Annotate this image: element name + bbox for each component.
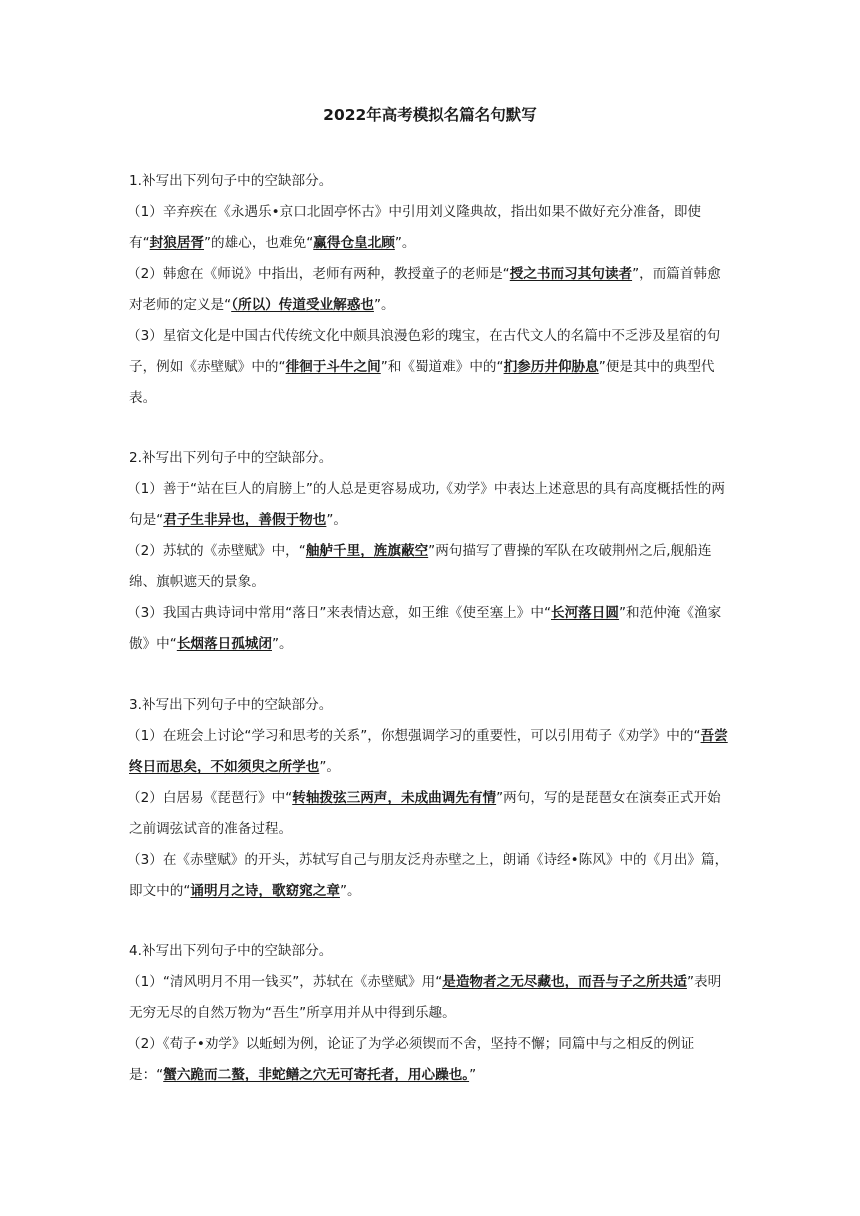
answer-text: 转轴拨弦三两声，未成曲调先有情 [292, 790, 497, 806]
answer-text: 扪参历井仰胁息 [503, 359, 599, 375]
question-1 [129, 166, 734, 414]
answer-text: 长河落日圆 [551, 605, 619, 621]
answer-text: 封狼居胥 [149, 235, 205, 251]
question-item: （3）在《赤壁赋》的开头，苏轼写自己与朋友泛舟赤壁之上，朗诵《诗经•陈风》中的《月出》篇，即文中的“诵明月之诗，歌窈窕之章”。 [127, 852, 729, 899]
question-item: （2）韩愈在《师说》中指出，老师有两种，教授童子的老师是“授之书而习其句读者”，而篇首韩愈对老师的定义是“（所以）传道受业解惑也”。 [127, 266, 721, 313]
question-heading: 2.补写出下列句子中的空缺部分。 [129, 450, 333, 466]
answer-text: 蟹六跪而二螯，非蛇鳝之穴无可寄托者，用心躁也。 [163, 1067, 470, 1083]
answer-text: 赢得仓皇北顾 [313, 235, 395, 251]
question-heading: 1.补写出下列句子中的空缺部分。 [129, 173, 333, 189]
question-heading: 3.补写出下列句子中的空缺部分。 [129, 697, 333, 713]
answer-text: 徘徊于斗牛之间 [285, 359, 381, 375]
answer-text: 君子生非异也，善假于物也 [163, 512, 327, 528]
answer-text: 诵明月之诗，歌窈窕之章 [190, 883, 340, 899]
document-title: 2022年高考模拟名篇名句默写 [323, 106, 537, 124]
question-item: （3）星宿文化是中国古代传统文化中颇具浪漫色彩的瑰宝，在古代文人的名篇中不乏涉及星宿的句子，例如《赤壁赋》中的“徘徊于斗牛之间”和《蜀道难》中的“扪参历井仰胁息”便是其中的典型代表。 [127, 328, 721, 406]
question-item: （2）白居易《琵琶行》中“转轴拨弦三两声，未成曲调先有情”两句，写的是琵琶女在演奏正式开始之前调弦试音的准备过程。 [127, 790, 721, 837]
answer-text: （所以）传道受业解惑也 [231, 297, 374, 313]
answer-text: 是造物者之无尽藏也，而吾与子之所共适 [442, 974, 687, 990]
question-item: （1）辛弃疾在《永遇乐•京口北固亭怀古》中引用刘义隆典故，指出如果不做好充分准备，即使有“封狼居胥”的雄心，也难免“赢得仓皇北顾”。 [127, 204, 702, 251]
question-4 [129, 936, 734, 1091]
question-item: （1）在班会上讨论“学习和思考的关系”，你想强调学习的重要性，可以引用荀子《劝学》中的“吾尝终日而思矣，不如须臾之所学也”。 [127, 728, 728, 775]
question-3 [129, 690, 734, 907]
question-item: （1）善于“站在巨人的肩膀上”的人总是更容易成功,《劝学》中表达上述意思的具有高度概括性的两句是“君子生非异也，善假于物也”。 [127, 481, 725, 528]
question-item: （2）苏轼的《赤壁赋》中，“舳舻千里，旌旗蔽空”两句描写了曹操的军队在攻破荆州之后,舰船连绵、旗帜遮天的景象。 [127, 543, 712, 590]
question-item: （2）《荀子•劝学》以蚯蚓为例，论证了为学必须锲而不舍，坚持不懈；同篇中与之相反的例证是：“蟹六跪而二螯，非蛇鳝之穴无可寄托者，用心躁也。” [127, 1036, 695, 1083]
answer-text: 舳舻千里，旌旗蔽空 [305, 543, 429, 559]
question-item: （1）“清风明月不用一钱买”，苏轼在《赤壁赋》用“是造物者之无尽藏也，而吾与子之所共适”表明无穷无尽的自然万物为“吾生”所享用并从中得到乐趣。 [127, 974, 722, 1021]
question-item: （3）我国古典诗词中常用“落日”来表情达意，如王维《使至塞上》中“长河落日圆”和范仲淹《渔家傲》中“长烟落日孤城闭”。 [127, 605, 722, 652]
answer-text: 长烟落日孤城闭 [176, 636, 272, 652]
answer-text: 授之书而习其句读者 [509, 266, 633, 282]
question-heading: 4.补写出下列句子中的空缺部分。 [129, 943, 333, 959]
question-2 [129, 443, 734, 660]
answer-text: 吾尝终日而思矣，不如须臾之所学也 [129, 728, 728, 775]
